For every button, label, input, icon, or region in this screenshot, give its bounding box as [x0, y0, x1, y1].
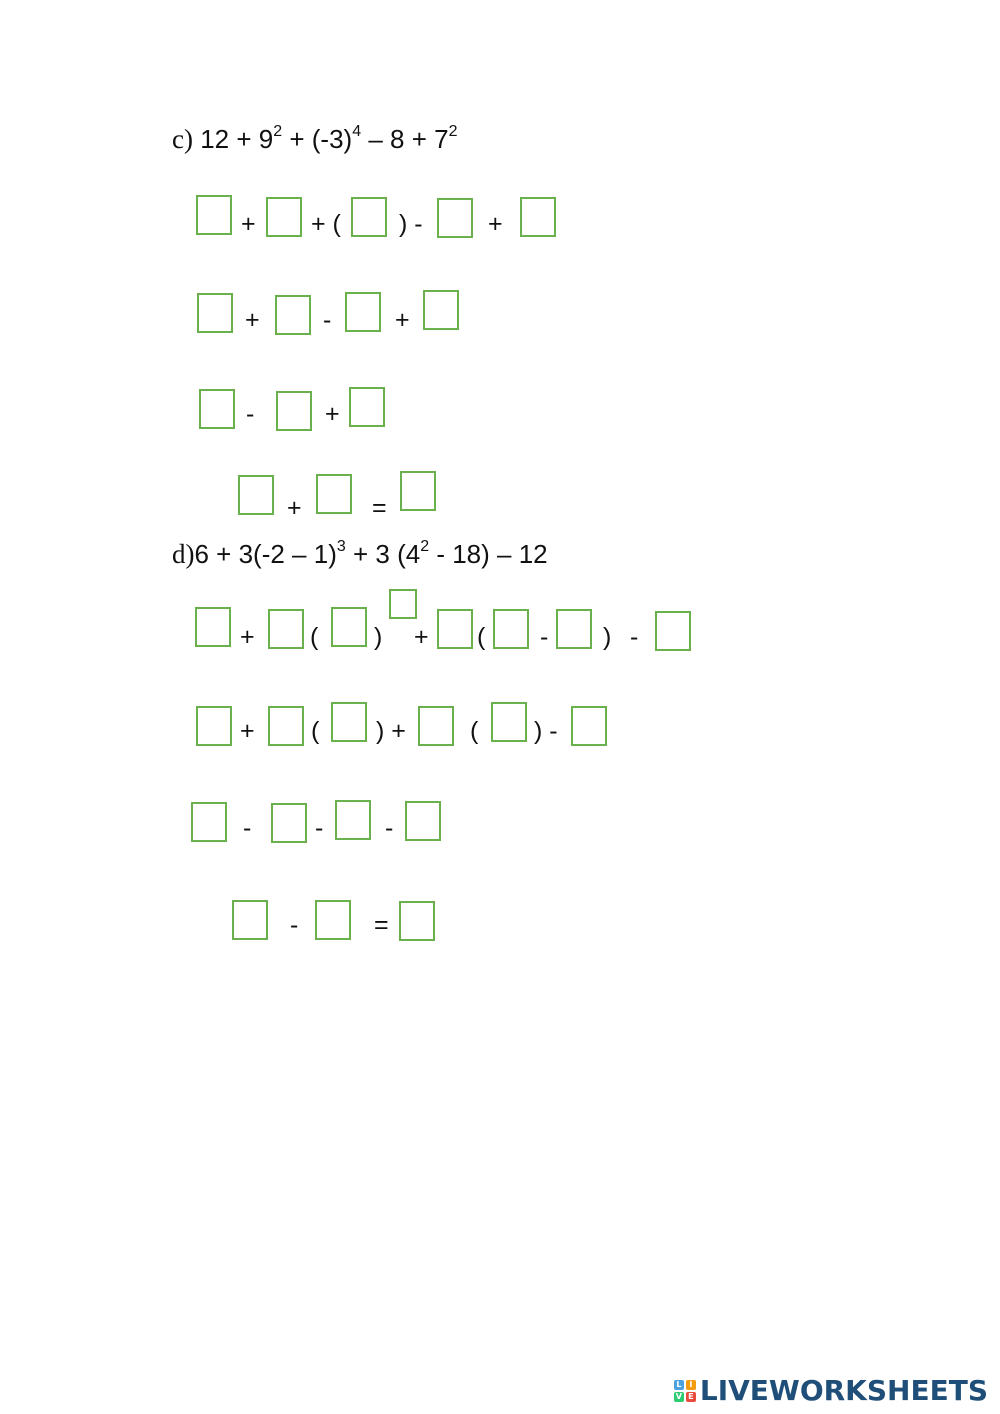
answer-box[interactable]	[191, 802, 227, 842]
operator: +	[240, 623, 255, 651]
answer-box[interactable]	[195, 607, 231, 647]
problem-d-part: + 3 (4	[345, 539, 421, 569]
operator: ) +	[376, 717, 406, 745]
operator: (	[310, 623, 319, 651]
answer-box[interactable]	[331, 702, 367, 742]
operator: + (	[311, 210, 341, 238]
liveworksheets-logo-icon	[674, 1380, 696, 1402]
problem-c-exponent: 4	[352, 123, 362, 141]
operator: (	[477, 623, 486, 651]
operator: =	[372, 494, 387, 522]
answer-box[interactable]	[400, 471, 436, 511]
answer-box[interactable]	[349, 387, 385, 427]
operator: +	[325, 400, 340, 428]
answer-box[interactable]	[316, 474, 352, 514]
operator: +	[241, 210, 256, 238]
logo-tile: V	[675, 1392, 682, 1401]
answer-box[interactable]	[437, 198, 473, 238]
answer-box[interactable]	[238, 475, 274, 515]
operator: -	[385, 814, 394, 842]
answer-box[interactable]	[232, 900, 268, 940]
answer-box[interactable]	[418, 706, 454, 746]
operator: +	[488, 210, 503, 238]
problem-c-part: 12 + 9	[192, 124, 274, 154]
answer-box[interactable]	[268, 706, 304, 746]
answer-box[interactable]	[556, 609, 592, 649]
problem-d-part: - 18) – 12	[429, 539, 548, 569]
problem-d-expression	[172, 538, 548, 569]
operator: -	[630, 623, 639, 651]
answer-box[interactable]	[399, 901, 435, 941]
answer-box[interactable]	[196, 195, 232, 235]
answer-box[interactable]	[423, 290, 459, 330]
answer-box[interactable]	[345, 292, 381, 332]
answer-box[interactable]	[266, 197, 302, 237]
answer-box[interactable]	[571, 706, 607, 746]
problem-d-exponent: 2	[420, 538, 430, 556]
exponent-answer-box[interactable]	[389, 589, 417, 619]
operator: +	[287, 494, 302, 522]
answer-box[interactable]	[199, 389, 235, 429]
operator: -	[246, 400, 255, 428]
problem-c-exponent: 2	[273, 123, 283, 141]
answer-box[interactable]	[315, 900, 351, 940]
answer-box[interactable]	[520, 197, 556, 237]
answer-box[interactable]	[335, 800, 371, 840]
operator: -	[323, 306, 332, 334]
operator: =	[374, 911, 389, 939]
operator: -	[290, 911, 299, 939]
problem-c-label: c)	[172, 124, 193, 154]
operator: )	[374, 623, 383, 651]
answer-box[interactable]	[405, 801, 441, 841]
liveworksheets-brand	[674, 1376, 988, 1406]
operator: ) -	[534, 717, 558, 745]
problem-d-exponent: 3	[336, 538, 346, 556]
problem-d-part: 6 + 3(-2 – 1)	[194, 539, 337, 569]
answer-box[interactable]	[268, 609, 304, 649]
answer-box[interactable]	[493, 609, 529, 649]
operator: +	[414, 623, 429, 651]
problem-d-label: d)	[172, 539, 195, 569]
answer-box[interactable]	[271, 803, 307, 843]
operator: +	[245, 306, 260, 334]
answer-box[interactable]	[351, 197, 387, 237]
operator: -	[540, 623, 549, 651]
answer-box[interactable]	[275, 295, 311, 335]
operator: (	[470, 717, 479, 745]
logo-tile: I	[686, 1380, 696, 1390]
answer-box[interactable]	[491, 702, 527, 742]
answer-box[interactable]	[197, 293, 233, 333]
logo-tile: E	[686, 1392, 696, 1402]
problem-c-exponent: 2	[448, 123, 458, 141]
operator: -	[315, 814, 324, 842]
logo-tile: L	[674, 1380, 684, 1390]
operator: ) -	[399, 210, 423, 238]
answer-box[interactable]	[196, 706, 232, 746]
answer-box[interactable]	[437, 609, 473, 649]
operator: (	[311, 717, 320, 745]
brand-name: LIVEWORKSHEETS	[699, 1374, 988, 1407]
problem-c-part: + (-3)	[282, 124, 353, 154]
operator: +	[395, 306, 410, 334]
answer-box[interactable]	[655, 611, 691, 651]
problem-c-expression	[172, 123, 458, 154]
answer-box[interactable]	[331, 607, 367, 647]
answer-box[interactable]	[276, 391, 312, 431]
operator: -	[243, 814, 252, 842]
operator: )	[603, 623, 612, 651]
problem-c-part: – 8 + 7	[361, 124, 449, 154]
operator: +	[240, 717, 255, 745]
